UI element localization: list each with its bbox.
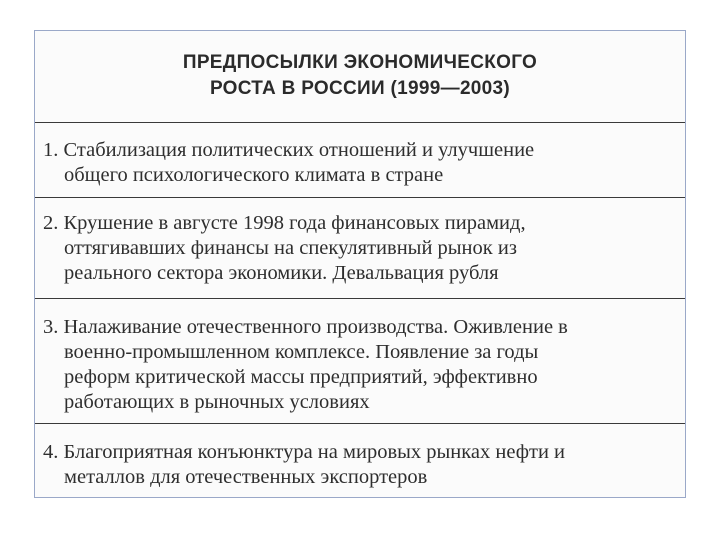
row-divider-1 [35, 197, 685, 198]
list-item-1 [43, 138, 673, 188]
item-1-line-2: общего психологического климата в стране [64, 164, 444, 186]
title-line-2: РОСТА В РОССИИ (1999—2003) [209, 78, 511, 99]
item-2-line-2: оттягивавших финансы на спекулятивный рынок из [64, 237, 517, 259]
item-2-line-1: 2. Крушение в августе 1998 года финансовых пирамид, [43, 212, 526, 234]
item-4-line-2: металлов для отечественных экспортеров [64, 466, 428, 488]
row-divider-3 [35, 423, 685, 424]
table-header [35, 31, 685, 121]
item-2-line-3: реального сектора экономики. Девальвация рубля [64, 262, 499, 284]
table-frame [34, 30, 686, 498]
header-divider [35, 122, 685, 123]
item-1-line-1: 1. Стабилизация политических отношений и улучшение [43, 139, 535, 161]
item-3-line-1: 3. Налаживание отечественного производства. Оживление в [43, 316, 568, 338]
item-3-line-3: реформ критической массы предприятий, эффективно [64, 366, 538, 388]
row-divider-2 [35, 298, 685, 299]
list-item-4 [43, 440, 673, 490]
item-3-line-4: работающих в рыночных условиях [64, 391, 370, 413]
list-item-2 [43, 211, 673, 286]
item-3-line-2: военно-промышленном комплексе. Появление за годы [64, 341, 539, 363]
title-line-1: ПРЕДПОСЫЛКИ ЭКОНОМИЧЕСКОГО [182, 52, 538, 73]
item-4-line-1: 4. Благоприятная конъюнктура на мировых рынках нефти и [43, 441, 566, 463]
list-item-3 [43, 315, 673, 415]
